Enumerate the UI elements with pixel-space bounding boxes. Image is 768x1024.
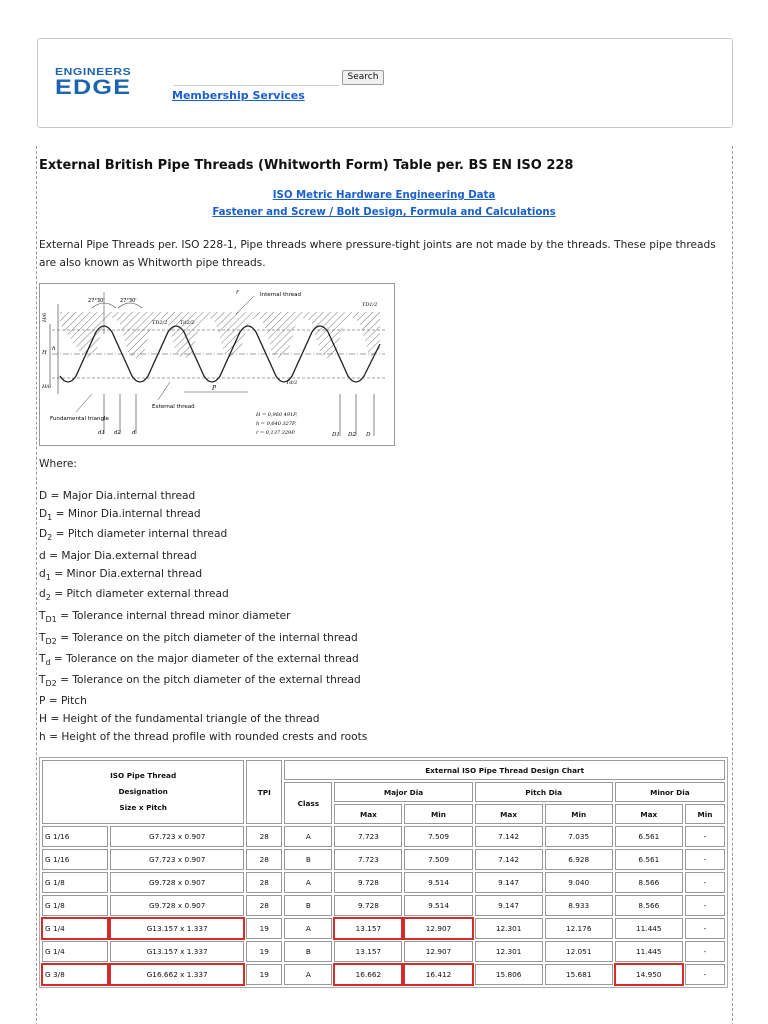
- fastener-design-link[interactable]: Fastener and Screw / Bolt Design, Formula and Calculations: [212, 207, 556, 218]
- table-cell: 7.723: [334, 849, 402, 870]
- logo-bottom-text: EDGE: [55, 76, 132, 99]
- legend-item: $T_{D1}$ = Tolerance internal thread minor diameter: [39, 610, 291, 624]
- table-cell: B: [284, 895, 332, 916]
- table-row: [42, 964, 725, 985]
- table-cell: 11.445: [615, 941, 683, 962]
- table-cell: -: [685, 941, 725, 962]
- formula-r: r = 0,137 329P.: [256, 430, 296, 436]
- table-cell: 12.176: [545, 918, 613, 939]
- table-cell: G 1/16: [42, 849, 108, 870]
- table-cell: -: [685, 895, 725, 916]
- table-cell: 15.681: [545, 964, 613, 985]
- label-h: h: [52, 346, 56, 352]
- table-cell: G16.662 x 1.337: [110, 964, 244, 985]
- intro-paragraph: External Pipe Threads per. ISO 228-1, Pipe threads where pressure-tight joints are not made by the threads. These pipe threads are also known as Whitworth pipe threads.: [39, 239, 716, 269]
- table-row: [42, 826, 725, 847]
- table-row: [42, 918, 725, 939]
- legend-item: $d_1$ = Minor Dia.external thread: [39, 568, 203, 582]
- label-internal-thread: Internal thread: [260, 292, 301, 298]
- table-cell: G 3/8: [42, 964, 108, 985]
- table-cell: 28: [246, 826, 282, 847]
- table-cell: G 1/4: [42, 918, 108, 939]
- table-cell: 16.662: [334, 964, 402, 985]
- table-cell: G 1/8: [42, 895, 108, 916]
- engineers-edge-logo[interactable]: [55, 67, 155, 97]
- table-cell: 28: [246, 849, 282, 870]
- label-d: d: [132, 430, 136, 436]
- header-pitch-dia: Pitch Dia: [475, 782, 613, 802]
- label-D2: D2: [348, 432, 356, 438]
- label-Td: Td/2: [286, 380, 298, 386]
- thread-profile-svg: [40, 284, 394, 445]
- legend-item: h = Height of the thread profile with rounded crests and roots: [39, 731, 368, 743]
- table-cell: 7.142: [475, 826, 543, 847]
- header-min: Min: [685, 804, 725, 824]
- legend-item: H = Height of the fundamental triangle of the thread: [39, 713, 320, 725]
- header-min: Min: [404, 804, 472, 824]
- table-cell: 9.728: [334, 895, 402, 916]
- site-header: [37, 38, 733, 128]
- label-external-thread: External thread: [152, 404, 195, 410]
- legend-item: $d_2$ = Pitch diameter external thread: [39, 588, 229, 602]
- page-title: External British Pipe Threads (Whitworth Form) Table per. BS EN ISO 228: [39, 158, 574, 173]
- legend-item: D = Major Dia.internal thread: [39, 490, 196, 502]
- table-cell: 8.566: [615, 895, 683, 916]
- table-cell: 9.147: [475, 872, 543, 893]
- label-d2: d2: [114, 430, 122, 436]
- table-cell: 19: [246, 941, 282, 962]
- table-cell: 12.301: [475, 918, 543, 939]
- pipe-thread-design-table: [39, 757, 728, 988]
- table-cell: 7.723: [334, 826, 402, 847]
- table-cell: G7.723 x 0.907: [110, 826, 244, 847]
- table-cell: G 1/8: [42, 872, 108, 893]
- table-cell: -: [685, 849, 725, 870]
- table-cell: 9.728: [334, 872, 402, 893]
- legend-item: $T_d$ = Tolerance on the major diameter of the external thread: [39, 653, 359, 667]
- label-radius: r: [236, 289, 239, 296]
- table-cell: G7.723 x 0.907: [110, 849, 244, 870]
- table-cell: 6.561: [615, 826, 683, 847]
- table-cell: 9.514: [404, 872, 472, 893]
- label-fundamental-triangle: Fundamental triangle: [50, 416, 109, 422]
- label-angle-right: 27°30': [120, 298, 137, 304]
- label-pitch: P: [212, 385, 217, 392]
- legend-item: $T_{D2}$ = Tolerance on the pitch diameter of the external thread: [39, 674, 361, 688]
- where-label: Where:: [39, 458, 77, 470]
- label-angle-left: 27°30': [88, 298, 105, 304]
- header-max: Max: [334, 804, 402, 824]
- table-cell: -: [685, 826, 725, 847]
- label-h6-top: H/6: [42, 312, 48, 322]
- logo-top-text: ENGINEERS: [55, 66, 132, 78]
- label-D1: D1: [332, 432, 340, 438]
- table-cell: 15.806: [475, 964, 543, 985]
- table-cell: G13.157 x 1.337: [110, 941, 244, 962]
- table-cell: A: [284, 918, 332, 939]
- table-cell: 12.301: [475, 941, 543, 962]
- table-cell: G9.728 x 0.907: [110, 872, 244, 893]
- header-major-dia: Major Dia: [334, 782, 472, 802]
- label-d1: d1: [98, 430, 106, 436]
- label-H: H: [42, 350, 47, 356]
- table-cell: B: [284, 849, 332, 870]
- header-minor-dia: Minor Dia: [615, 782, 725, 802]
- formula-h: h = 0,640 327P,: [256, 421, 296, 427]
- table-cell: 16.412: [404, 964, 472, 985]
- membership-services-link[interactable]: Membership Services: [172, 89, 305, 102]
- table-cell: -: [685, 918, 725, 939]
- table-cell: 13.157: [334, 941, 402, 962]
- table-cell: 7.509: [404, 849, 472, 870]
- legend-item: $D_2$ = Pitch diameter internal thread: [39, 528, 228, 542]
- table-cell: 7.142: [475, 849, 543, 870]
- iso-metric-hardware-link[interactable]: ISO Metric Hardware Engineering Data: [272, 190, 496, 201]
- table-row: [42, 895, 725, 916]
- table-cell: 12.051: [545, 941, 613, 962]
- table-cell: 8.566: [615, 872, 683, 893]
- legend-item: d = Major Dia.external thread: [39, 550, 197, 562]
- label-Td2: Td2/2: [180, 320, 195, 326]
- table-cell: 9.514: [404, 895, 472, 916]
- label-TD2: TD2/2: [152, 320, 168, 326]
- table-cell: -: [685, 964, 725, 985]
- legend-item: P = Pitch: [39, 695, 87, 707]
- header-max: Max: [475, 804, 543, 824]
- table-cell: 8.933: [545, 895, 613, 916]
- table-cell: A: [284, 826, 332, 847]
- table-cell: B: [284, 941, 332, 962]
- table-cell: 7.509: [404, 826, 472, 847]
- table-cell: G9.728 x 0.907: [110, 895, 244, 916]
- table-cell: 28: [246, 895, 282, 916]
- table-row: [42, 872, 725, 893]
- table-cell: 7.035: [545, 826, 613, 847]
- table-cell: 28: [246, 872, 282, 893]
- table-row: [42, 941, 725, 962]
- formula-H: H = 0,960 491P,: [256, 412, 298, 418]
- table-cell: -: [685, 872, 725, 893]
- legend-item: $D_1$ = Minor Dia.internal thread: [39, 508, 201, 522]
- header-class: Class: [284, 782, 332, 824]
- table-cell: 19: [246, 964, 282, 985]
- table-cell: 12.907: [404, 918, 472, 939]
- header-iso-designation: ISO Pipe Thread Designation Size x Pitch: [42, 760, 244, 824]
- label-h6-bottom: H/6: [42, 384, 52, 390]
- header-tpi: TPI: [246, 760, 282, 824]
- table-cell: A: [284, 872, 332, 893]
- thread-profile-diagram: [39, 283, 395, 446]
- table-cell: 11.445: [615, 918, 683, 939]
- header-min: Min: [545, 804, 613, 824]
- table-cell: G 1/16: [42, 826, 108, 847]
- table-cell: G13.157 x 1.337: [110, 918, 244, 939]
- search-input[interactable]: [173, 70, 339, 86]
- table-row: [42, 849, 725, 870]
- table-cell: 6.928: [545, 849, 613, 870]
- label-TD1: TD1/2: [362, 302, 378, 308]
- search-button[interactable]: Search: [342, 70, 384, 85]
- label-D: D: [366, 432, 371, 438]
- table-cell: 14.950: [615, 964, 683, 985]
- table-cell: 9.040: [545, 872, 613, 893]
- table-cell: 12.907: [404, 941, 472, 962]
- header-max: Max: [615, 804, 683, 824]
- table-cell: 6.561: [615, 849, 683, 870]
- header-design-chart: External ISO Pipe Thread Design Chart: [284, 760, 725, 780]
- legend-item: $T_{D2}$ = Tolerance on the pitch diameter of the internal thread: [39, 632, 358, 646]
- table-cell: A: [284, 964, 332, 985]
- table-cell: 13.157: [334, 918, 402, 939]
- table-cell: 9.147: [475, 895, 543, 916]
- table-cell: 19: [246, 918, 282, 939]
- table-cell: G 1/4: [42, 941, 108, 962]
